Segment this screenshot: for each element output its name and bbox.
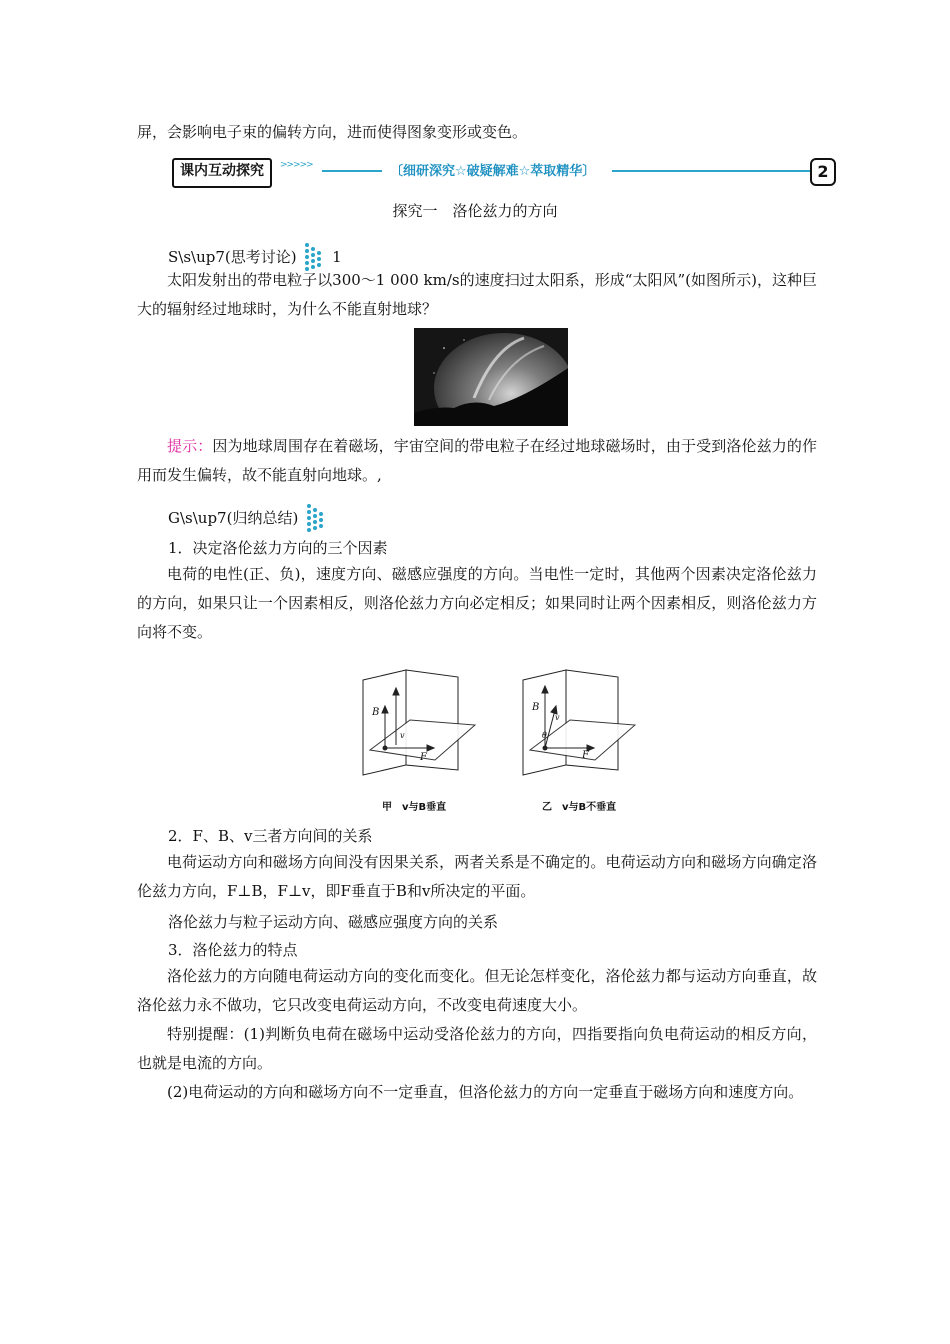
think-question: 太阳发射出的带电粒子以300～1 000 km/s的速度扫过太阳系，形成“太阳风”(如图所示)，这种巨大的辐射经过地球时，为什么不能直射地球？ [137, 271, 817, 318]
caption-right: 乙 v与B不垂直 [542, 802, 617, 813]
think-label: S\s\up7(思考讨论) [168, 248, 297, 266]
banner-number: 2 [810, 158, 836, 186]
banner-arrows: >>>>> [280, 160, 313, 170]
caption-left: 甲 v与B垂直 [382, 802, 447, 813]
banner-label: 课内互动探究 [172, 158, 272, 188]
section-title: 探究一 洛伦兹力的方向 [392, 202, 558, 220]
item2-extra: 洛伦兹力与粒子运动方向、磁感应强度方向的关系 [168, 913, 499, 931]
hint-paragraph [137, 432, 817, 490]
item2-text: 电荷运动方向和磁场方向间没有因果关系，两者关系是不确定的。电荷运动方向和磁场方向确定洛伦兹力方向，F⊥B，F⊥v，即F垂直于B和v所决定的平面。 [137, 853, 817, 900]
item3-title: 3．洛伦兹力的特点 [168, 941, 298, 959]
summary-label: G\s\up7(归纳总结) [168, 509, 299, 527]
item2-title: 2．F、B、v三者方向间的关系 [168, 827, 373, 845]
section-banner [172, 156, 840, 186]
label-v-right: v [555, 713, 560, 722]
label-f-right: F [582, 750, 589, 761]
note-1: 特别提醒：(1)判断负电荷在磁场中运动受洛伦兹力的方向，四指要指向负电荷运动的相反方向，也就是电流的方向。 [137, 1025, 817, 1072]
item1-text: 电荷的电性(正、负)，速度方向、磁感应强度的方向。当电性一定时，其他两个因素决定洛伦兹力的方向，如果只让一个因素相反，则洛伦兹力方向必定相反；如果同时让两个因素相反，则洛伦兹力方向将不变。 [137, 565, 817, 641]
label-f-left: F [420, 752, 427, 763]
banner-rule-right [612, 170, 812, 172]
item1-title: 1．决定洛伦兹力方向的三个因素 [168, 539, 388, 557]
note-2: (2)电荷运动的方向和磁场方向不一定垂直，但洛伦兹力的方向一定垂直于磁场方向和速度方向。 [167, 1083, 804, 1101]
banner-slogan: 〔细研深究☆破疑解难☆萃取精华〕 [390, 164, 596, 179]
force-direction-figure [350, 650, 670, 820]
banner-rule-left [322, 170, 382, 172]
label-v-left: v [400, 731, 405, 740]
triangle-dots-icon [305, 502, 327, 536]
label-b-left: B [372, 707, 380, 718]
think-number: 1 [332, 248, 342, 266]
continuation-line: 屏，会影响电子束的偏转方向，进而使得图象变形或变色。 [137, 123, 528, 141]
hint-label: 提示： [167, 437, 213, 455]
hint-text: 因为地球周围存在着磁场，宇宙空间的带电粒子在经过地球磁场时，由于受到洛伦兹力的作用而发生偏转，故不能直射向地球。, [137, 437, 817, 484]
item3-text: 洛伦兹力的方向随电荷运动方向的变化而变化。但无论怎样变化，洛伦兹力都与运动方向垂直，故洛伦兹力永不做功，它只改变电荷运动方向，不改变电荷速度大小。 [137, 967, 817, 1014]
summary-heading [168, 502, 329, 536]
label-theta: θ [542, 731, 547, 740]
label-b-right: B [532, 702, 540, 713]
solar-wind-aurora-photo [414, 328, 568, 426]
